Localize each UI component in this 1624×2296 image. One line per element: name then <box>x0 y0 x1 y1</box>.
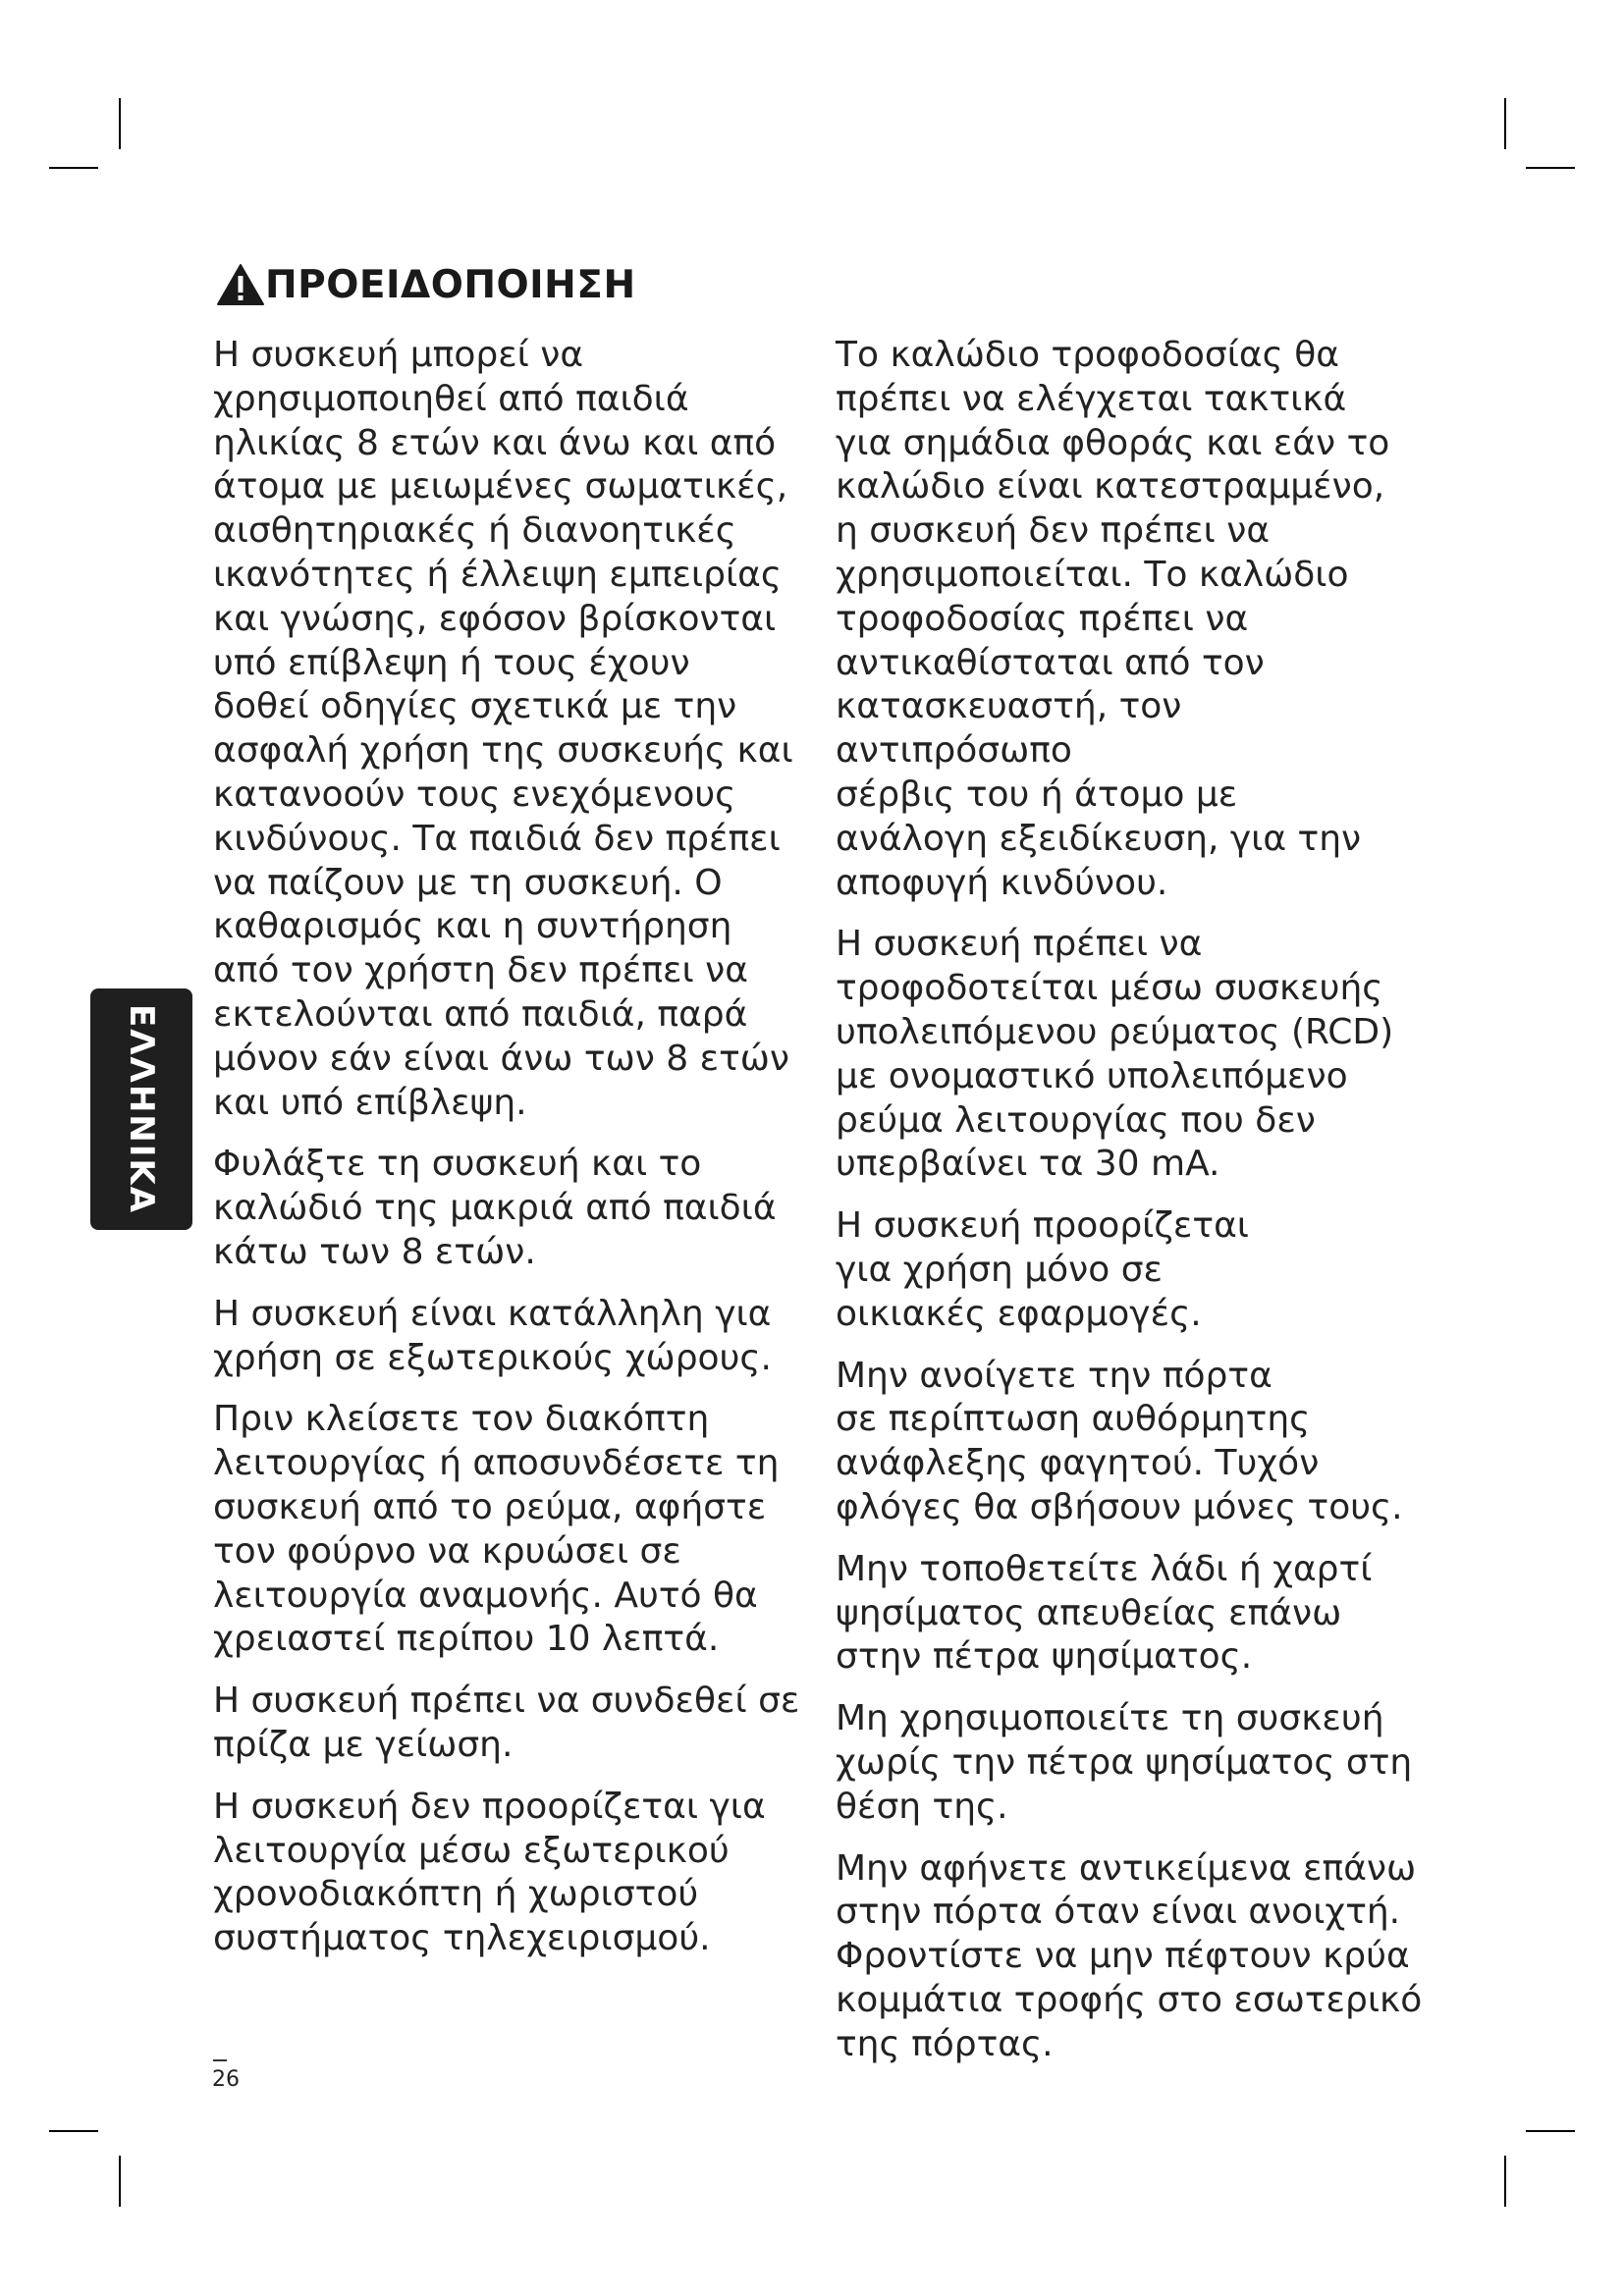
page-number: 26 <box>212 2067 240 2092</box>
paragraph: Η συσκευή πρέπει να τροφοδοτείται μέσω συσκευής υπολειπόμενου ρεύματος (RCD) με ονομαστικό υπολειπόμενο ρεύμα λειτουργίας που δεν υπερβαίνει τα 30 mA. <box>836 924 1394 1185</box>
left-column <box>213 334 812 1979</box>
paragraph: Μη χρησιμοποιείτε τη συσκευή χωρίς την πέτρα ψησίματος στη θέση της. <box>836 1698 1413 1827</box>
language-tab-label: ΕΛΛΗΝΙΚΑ <box>122 1003 161 1215</box>
paragraph: Μην τοποθετείτε λάδι ή χαρτί ψησίματος απευθείας επάνω στην πέτρα ψησίματος. <box>836 1548 1373 1678</box>
crop-mark-top-left-horizontal <box>49 167 98 169</box>
crop-mark-bottom-left-vertical <box>119 2156 121 2207</box>
paragraph: Το καλώδιο τροφοδοσίας θα πρέπει να ελέγχεται τακτικά για σημάδια φθοράς και εάν το καλώδιο είναι κατεστραμμένο, η συσκευή δεν πρέπει να χρησιμοποιείται. Το καλώδιο τροφοδοσίας πρέπει να αντικαθίσταται από τον κατασκευαστή, τον αντιπρόσωπο σέρβις του ή άτομο με ανάλογη εξειδίκευση, για την αποφυγή κινδύνου. <box>836 335 1390 903</box>
crop-mark-top-right-horizontal <box>1526 167 1575 169</box>
crop-mark-bottom-left-horizontal <box>49 2130 98 2132</box>
paragraph: Η συσκευή δεν προορίζεται για λειτουργία μέσω εξωτερικού χρονοδιακόπτη ή χωριστού συστήματος τηλεχειρισμού. <box>213 1786 766 1959</box>
crop-mark-bottom-right-vertical <box>1504 2156 1506 2207</box>
paragraph: Η συσκευή μπορεί να χρησιμοποιηθεί από παιδιά ηλικίας 8 ετών και άνω και από άτομα με μειωμένες σωματικές, αισθητηριακές ή διανοητικές ικανότητες ή έλλειψη εμπειρίας και γνώσης, εφόσον βρίσκονται υπό επίβλεψη ή τους έχουν δοθεί οδηγίες σχετικά με την ασφαλή χρήση της συσκευής και κατανοούν τους ενεχόμενους κινδύνους. Τα παιδιά δεν πρέπει να παίζουν με τη συσκευή. Ο καθαρισμός και η συντήρηση από τον χρήστη δεν πρέπει να εκτελούνται από παιδιά, παρά μόνον εάν είναι άνω των 8 ετών και υπό επίβλεψη. <box>213 335 793 1123</box>
warning-icon <box>216 263 265 306</box>
crop-mark-top-right-vertical <box>1504 98 1506 149</box>
paragraph: Η συσκευή προορίζεται για χρήση μόνο σε οικιακές εφαρμογές. <box>836 1205 1249 1334</box>
paragraph: Μην ανοίγετε την πόρτα σε περίπτωση αυθόρμητης ανάφλεξης φαγητού. Τυχόν φλόγες θα σβήσουν μόνες τους. <box>836 1355 1403 1527</box>
paragraph: Μην αφήνετε αντικείμενα επάνω στην πόρτα όταν είναι ανοιχτή. Φροντίστε να μην πέφτουν κρύα κομμάτια τροφής στο εσωτερικό της πόρτας. <box>836 1847 1423 2064</box>
paragraph: Η συσκευή πρέπει να συνδεθεί σε πρίζα με γείωση. <box>213 1681 800 1765</box>
crop-mark-top-left-vertical <box>119 98 121 149</box>
right-column <box>836 334 1425 2084</box>
language-tab <box>90 988 192 1230</box>
paragraph: Πριν κλείσετε τον διακόπτη λειτουργίας ή αποσυνδέσετε τη συσκευή από το ρεύμα, αφήστε τον φούρνο να κρυώσει σε λειτουργία αναμονής. Αυτό θα χρειαστεί περίπου 10 λεπτά. <box>213 1399 780 1660</box>
paragraph: Η συσκευή είναι κατάλληλη για χρήση σε εξωτερικούς χώρους. <box>213 1293 772 1378</box>
page-number-rule <box>213 2059 227 2061</box>
paragraph: Φυλάξτε τη συσκευή και το καλώδιό της μακριά από παιδιά κάτω των 8 ετών. <box>213 1144 777 1272</box>
warning-heading <box>216 257 636 312</box>
page-title: ΠΡΟΕΙΔΟΠΟΙΗΣΗ <box>265 262 636 307</box>
crop-mark-bottom-right-horizontal <box>1526 2130 1575 2132</box>
